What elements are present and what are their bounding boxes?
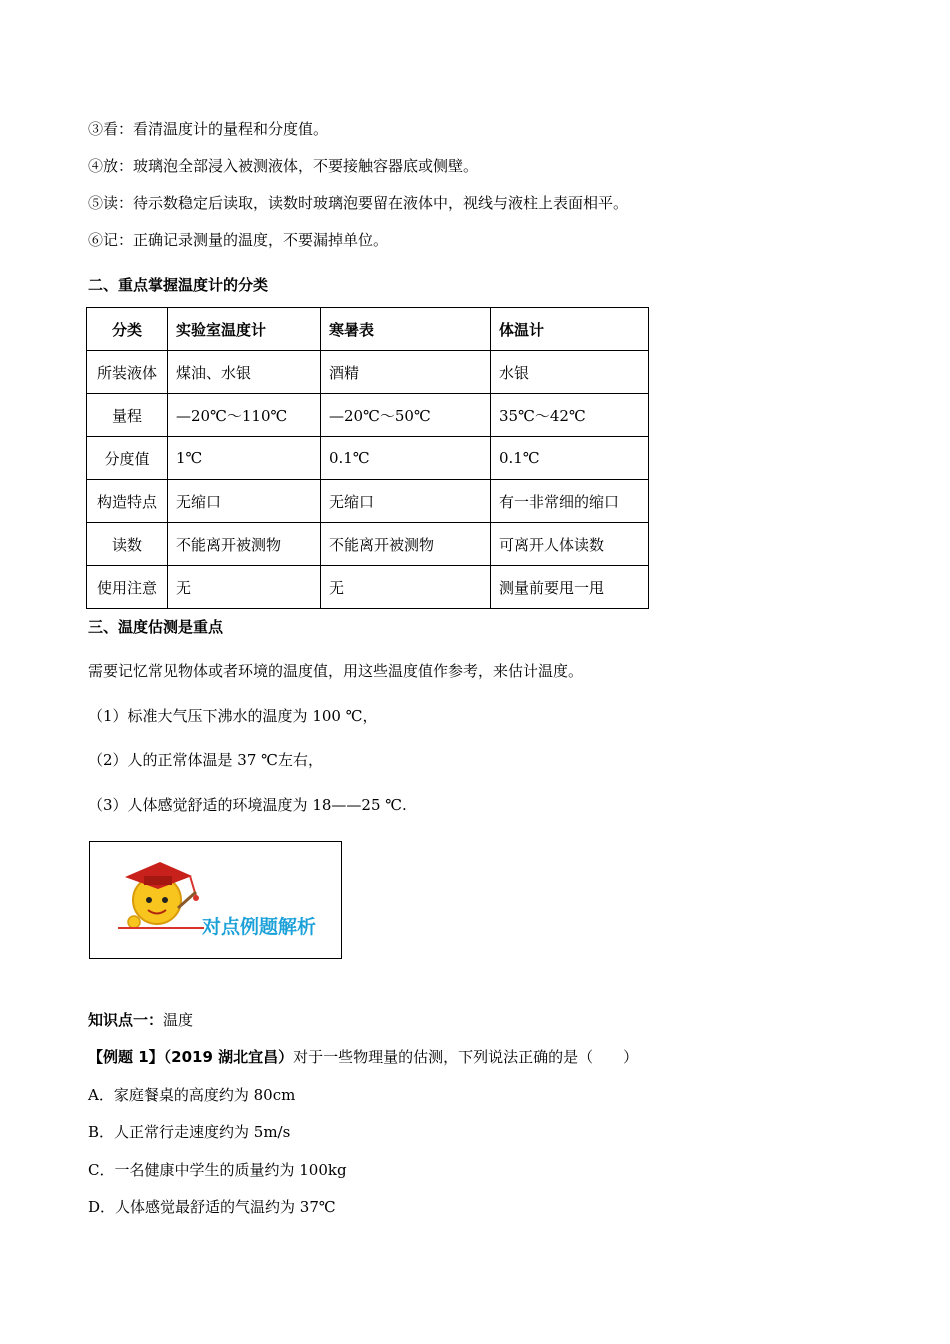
banner-underline (118, 927, 204, 929)
table-cell: 1℃ (168, 437, 321, 480)
estimate-comfort-temperature: （3）人体感觉舒适的环境温度为 18——25 ℃. (88, 796, 407, 814)
table-cell: 无 (168, 566, 321, 609)
table-header-cell: 实验室温度计 (168, 308, 321, 351)
table-row-label: 构造特点 (87, 480, 168, 523)
step-look: ③看：看清温度计的量程和分度值。 (88, 120, 329, 138)
table-cell: 酒精 (321, 351, 491, 394)
table-header-row (87, 308, 649, 351)
table-row-label: 读数 (87, 523, 168, 566)
table-row (87, 394, 649, 437)
option-a: A．家庭餐桌的高度约为 80cm (88, 1086, 296, 1104)
banner-title: 对点例题解析 (202, 916, 317, 938)
table-cell: —20℃～110℃ (168, 394, 321, 437)
table-header-cell: 寒暑表 (321, 308, 491, 351)
table-cell: 0.1℃ (491, 437, 649, 480)
mascot-icon (110, 852, 210, 952)
table-cell: 不能离开被测物 (168, 523, 321, 566)
table-row-label: 使用注意 (87, 566, 168, 609)
section-3-intro: 需要记忆常见物体或者环境的温度值，用这些温度值作参考，来估计温度。 (88, 662, 584, 680)
estimate-boiling-water: （1）标准大气压下沸水的温度为 100 ℃， (88, 707, 378, 725)
table-cell: 煤油、水银 (168, 351, 321, 394)
knowledge-point-topic: 温度 (163, 1011, 194, 1029)
step-read: ⑤读：待示数稳定后读取，读数时玻璃泡要留在液体中，视线与液柱上表面相平。 (88, 194, 629, 212)
table-cell: 无缩口 (168, 480, 321, 523)
table-cell: —20℃～50℃ (321, 394, 491, 437)
section-2-title: 二、重点掌握温度计的分类 (88, 276, 269, 294)
estimate-body-temperature: （2）人的正常体温是 37 ℃左右， (88, 751, 323, 769)
example-source: （2019 湖北宜昌） (163, 1048, 294, 1066)
example-analysis-banner (89, 841, 342, 959)
table-row (87, 480, 649, 523)
table-row (87, 351, 649, 394)
table-cell: 有一非常细的缩口 (491, 480, 649, 523)
table-cell: 35℃～42℃ (491, 394, 649, 437)
table-header-cell: 体温计 (491, 308, 649, 351)
table-row (87, 566, 649, 609)
option-c: C．一名健康中学生的质量约为 100kg (88, 1161, 347, 1179)
table-cell: 无 (321, 566, 491, 609)
example-question-text: 对于一些物理量的估测，下列说法正确的是（ ） (293, 1048, 639, 1066)
table-cell: 可离开人体读数 (491, 523, 649, 566)
table-row-label: 所装液体 (87, 351, 168, 394)
step-record: ⑥记：正确记录测量的温度，不要漏掉单位。 (88, 231, 389, 249)
table-row (87, 523, 649, 566)
step-place: ④放：玻璃泡全部浸入被测液体，不要接触容器底或侧壁。 (88, 157, 479, 175)
table-cell: 无缩口 (321, 480, 491, 523)
table-row (87, 437, 649, 480)
table-row-label: 量程 (87, 394, 168, 437)
table-cell: 不能离开被测物 (321, 523, 491, 566)
option-d: D．人体感觉最舒适的气温约为 37℃ (88, 1198, 336, 1216)
table-cell: 测量前要甩一甩 (491, 566, 649, 609)
thermometer-classification-table (86, 307, 649, 609)
table-cell: 水银 (491, 351, 649, 394)
option-b: B．人正常行走速度约为 5m/s (88, 1123, 291, 1141)
table-cell: 0.1℃ (321, 437, 491, 480)
example-question (88, 1047, 638, 1067)
example-label: 【例题 1】 (88, 1048, 164, 1066)
section-3-title: 三、温度估测是重点 (88, 618, 224, 636)
knowledge-point (88, 1010, 193, 1030)
table-header-cell: 分类 (87, 308, 168, 351)
knowledge-point-label: 知识点一： (88, 1011, 164, 1029)
table-row-label: 分度值 (87, 437, 168, 480)
